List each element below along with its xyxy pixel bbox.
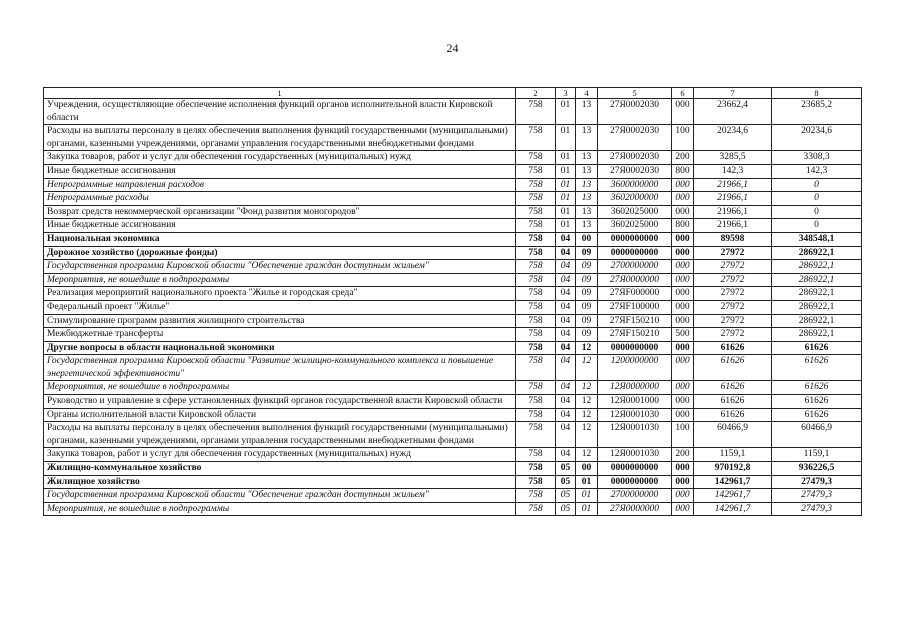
cell-ministry: 758 [516,232,556,246]
cell-target-article: 0000000000 [598,232,672,246]
header-cell-subsection: 4 [576,88,598,99]
cell-expense-type: 000 [672,314,694,328]
table-row [44,205,862,219]
cell-ministry: 758 [516,125,556,151]
cell-expense-type: 000 [672,192,694,206]
cell-subsection: 01 [576,502,598,516]
cell-expense-type: 000 [672,355,694,381]
cell-sum-year-2: 27479,3 [772,502,862,516]
cell-expense-type: 000 [672,99,694,125]
cell-ministry: 758 [516,462,556,476]
cell-name: Реализация мероприятий национального проекта "Жилье и городская среда" [44,287,516,301]
cell-section: 04 [556,314,576,328]
cell-name: Федеральный проект "Жилье" [44,300,516,314]
cell-expense-type: 500 [672,328,694,342]
header-cell-expense-type: 6 [672,88,694,99]
cell-section: 01 [556,125,576,151]
cell-section: 04 [556,381,576,395]
cell-ministry: 758 [516,355,556,381]
cell-sum-year-1: 61626 [694,355,772,381]
cell-sum-year-2: 27479,3 [772,475,862,489]
cell-expense-type: 000 [672,475,694,489]
table-row [44,260,862,274]
table-row [44,475,862,489]
cell-sum-year-1: 142,3 [694,164,772,178]
cell-subsection: 13 [576,125,598,151]
table-row [44,448,862,462]
cell-sum-year-2: 61626 [772,395,862,409]
table-row [44,422,862,448]
cell-subsection: 09 [576,287,598,301]
cell-sum-year-2: 142,3 [772,164,862,178]
cell-name: Мероприятия, не вошедшие в подпрограммы [44,502,516,516]
cell-ministry: 758 [516,422,556,448]
cell-expense-type: 800 [672,164,694,178]
cell-ministry: 758 [516,314,556,328]
cell-section: 04 [556,287,576,301]
cell-target-article: 12Я0001030 [598,448,672,462]
cell-sum-year-1: 21966,1 [694,205,772,219]
cell-subsection: 12 [576,381,598,395]
table-row [44,219,862,233]
cell-target-article: 27Я0000000 [598,273,672,287]
cell-sum-year-2: 1159,1 [772,448,862,462]
cell-section: 04 [556,300,576,314]
cell-target-article: 27Я0002030 [598,125,672,151]
cell-ministry: 758 [516,99,556,125]
cell-target-article: 1200000000 [598,355,672,381]
cell-sum-year-2: 0 [772,205,862,219]
cell-sum-year-1: 27972 [694,246,772,260]
cell-section: 04 [556,260,576,274]
table-row [44,164,862,178]
cell-sum-year-2: 61626 [772,355,862,381]
cell-sum-year-1: 89598 [694,232,772,246]
cell-sum-year-2: 60466,9 [772,422,862,448]
cell-name: Иные бюджетные ассигнования [44,219,516,233]
cell-sum-year-2: 0 [772,219,862,233]
cell-subsection: 12 [576,408,598,422]
cell-subsection: 12 [576,341,598,355]
cell-expense-type: 000 [672,395,694,409]
table-row [44,125,862,151]
table-row [44,381,862,395]
cell-expense-type: 000 [672,246,694,260]
table-row [44,192,862,206]
cell-section: 04 [556,448,576,462]
cell-target-article: 27ЯF150210 [598,328,672,342]
cell-expense-type: 100 [672,125,694,151]
header-cell-section: 3 [556,88,576,99]
header-cell-name: 1 [44,88,516,99]
cell-ministry: 758 [516,328,556,342]
cell-sum-year-2: 3308,3 [772,151,862,165]
cell-sum-year-2: 0 [772,178,862,192]
cell-name: Органы исполнительной власти Кировской области [44,408,516,422]
table-row [44,287,862,301]
cell-section: 04 [556,408,576,422]
cell-expense-type: 000 [672,178,694,192]
cell-target-article: 27Я0000000 [598,502,672,516]
cell-expense-type: 000 [672,489,694,503]
cell-subsection: 13 [576,205,598,219]
cell-subsection: 13 [576,219,598,233]
cell-ministry: 758 [516,381,556,395]
cell-subsection: 09 [576,260,598,274]
cell-subsection: 12 [576,395,598,409]
cell-expense-type: 000 [672,300,694,314]
cell-sum-year-1: 61626 [694,395,772,409]
cell-ministry: 758 [516,205,556,219]
table-row [44,341,862,355]
cell-section: 04 [556,422,576,448]
cell-ministry: 758 [516,192,556,206]
cell-subsection: 13 [576,192,598,206]
cell-section: 05 [556,502,576,516]
cell-ministry: 758 [516,260,556,274]
cell-ministry: 758 [516,219,556,233]
cell-name: Дорожное хозяйство (дорожные фонды) [44,246,516,260]
cell-sum-year-1: 27972 [694,273,772,287]
table-row [44,395,862,409]
table-row [44,355,862,381]
table-row [44,99,862,125]
cell-section: 05 [556,475,576,489]
cell-expense-type: 000 [672,232,694,246]
cell-name: Закупка товаров, работ и услуг для обеспечения государственных (муниципальных) нужд [44,448,516,462]
cell-ministry: 758 [516,502,556,516]
cell-name: Межбюджетные трансферты [44,328,516,342]
cell-section: 05 [556,489,576,503]
cell-sum-year-2: 61626 [772,341,862,355]
cell-sum-year-1: 970192,8 [694,462,772,476]
cell-ministry: 758 [516,246,556,260]
cell-ministry: 758 [516,164,556,178]
cell-name: Государственная программа Кировской области "Развитие жилищно-коммунального комплекса и повышение энергетической эффективности" [44,355,516,381]
cell-sum-year-2: 286922,1 [772,260,862,274]
cell-target-article: 2700000000 [598,489,672,503]
cell-target-article: 12Я0001030 [598,422,672,448]
cell-sum-year-1: 21966,1 [694,219,772,233]
table-row [44,314,862,328]
cell-expense-type: 800 [672,219,694,233]
cell-sum-year-2: 286922,1 [772,328,862,342]
cell-ministry: 758 [516,151,556,165]
cell-expense-type: 000 [672,381,694,395]
cell-sum-year-2: 286922,1 [772,314,862,328]
cell-section: 05 [556,462,576,476]
cell-sum-year-1: 142961,7 [694,502,772,516]
cell-subsection: 13 [576,178,598,192]
cell-target-article: 3602000000 [598,192,672,206]
cell-name: Расходы на выплаты персоналу в целях обеспечения выполнения функций государственными (муниципальными) органами, казенными учреждениями, органами управления государственными внебюджетными фондами [44,422,516,448]
cell-name: Возврат средств некоммерческой организации "Фонд развития моногородов" [44,205,516,219]
cell-subsection: 09 [576,300,598,314]
cell-section: 01 [556,151,576,165]
cell-expense-type: 200 [672,448,694,462]
cell-expense-type: 100 [672,422,694,448]
table-row [44,246,862,260]
cell-section: 04 [556,341,576,355]
table-row [44,232,862,246]
cell-sum-year-2: 23685,2 [772,99,862,125]
cell-sum-year-1: 21966,1 [694,192,772,206]
cell-sum-year-1: 142961,7 [694,489,772,503]
cell-ministry: 758 [516,475,556,489]
cell-expense-type: 200 [672,151,694,165]
cell-sum-year-2: 20234,6 [772,125,862,151]
cell-ministry: 758 [516,273,556,287]
cell-expense-type: 000 [672,341,694,355]
cell-ministry: 758 [516,395,556,409]
cell-expense-type: 000 [672,273,694,287]
cell-subsection: 09 [576,314,598,328]
cell-sum-year-1: 61626 [694,341,772,355]
table-row [44,502,862,516]
cell-name: Жилищное хозяйство [44,475,516,489]
cell-sum-year-2: 936226,5 [772,462,862,476]
cell-sum-year-2: 286922,1 [772,273,862,287]
cell-sum-year-2: 27479,3 [772,489,862,503]
cell-name: Жилищно-коммунальное хозяйство [44,462,516,476]
cell-subsection: 00 [576,462,598,476]
cell-sum-year-1: 61626 [694,381,772,395]
cell-target-article: 0000000000 [598,462,672,476]
cell-sum-year-1: 142961,7 [694,475,772,489]
cell-name: Непрограммные направления расходов [44,178,516,192]
cell-sum-year-1: 3285,5 [694,151,772,165]
cell-name: Национальная экономика [44,232,516,246]
cell-target-article: 3602025000 [598,219,672,233]
cell-sum-year-2: 0 [772,192,862,206]
cell-target-article: 27ЯF100000 [598,300,672,314]
cell-section: 01 [556,219,576,233]
cell-section: 01 [556,164,576,178]
page-number: 24 [446,41,459,55]
cell-target-article: 0000000000 [598,246,672,260]
cell-name: Государственная программа Кировской области "Обеспечение граждан доступным жильем" [44,489,516,503]
cell-expense-type: 000 [672,502,694,516]
cell-sum-year-2: 61626 [772,381,862,395]
table-row [44,273,862,287]
cell-name: Государственная программа Кировской области "Обеспечение граждан доступным жильем" [44,260,516,274]
table-row [44,300,862,314]
cell-subsection: 12 [576,422,598,448]
header-cell-sum-year-2: 8 [772,88,862,99]
budget-table [43,87,862,516]
cell-name: Расходы на выплаты персоналу в целях обеспечения выполнения функций государственными (муниципальными) органами, казенными учреждениями, органами управления государственными внебюджетными фондами [44,125,516,151]
cell-section: 01 [556,205,576,219]
cell-expense-type: 000 [672,287,694,301]
cell-name: Стимулирование программ развития жилищного строительства [44,314,516,328]
cell-subsection: 13 [576,164,598,178]
cell-ministry: 758 [516,408,556,422]
cell-ministry: 758 [516,489,556,503]
cell-sum-year-1: 27972 [694,328,772,342]
cell-ministry: 758 [516,448,556,462]
cell-sum-year-2: 286922,1 [772,300,862,314]
cell-section: 04 [556,328,576,342]
cell-name: Учреждения, осуществляющие обеспечение исполнения функций органов исполнительной власти Кировской области [44,99,516,125]
cell-target-article: 0000000000 [598,341,672,355]
cell-subsection: 09 [576,328,598,342]
cell-target-article: 2700000000 [598,260,672,274]
cell-sum-year-1: 20234,6 [694,125,772,151]
cell-section: 04 [556,273,576,287]
cell-target-article: 12Я0001000 [598,395,672,409]
cell-section: 04 [556,246,576,260]
cell-target-article: 27ЯF150210 [598,314,672,328]
cell-name: Иные бюджетные ассигнования [44,164,516,178]
cell-ministry: 758 [516,300,556,314]
cell-name: Мероприятия, не вошедшие в подпрограммы [44,381,516,395]
cell-target-article: 27Я0002030 [598,99,672,125]
cell-sum-year-1: 60466,9 [694,422,772,448]
cell-target-article: 12Я0000000 [598,381,672,395]
cell-target-article: 0000000000 [598,475,672,489]
cell-sum-year-2: 348548,1 [772,232,862,246]
cell-target-article: 12Я0001030 [598,408,672,422]
cell-section: 01 [556,192,576,206]
cell-subsection: 00 [576,232,598,246]
cell-target-article: 3600000000 [598,178,672,192]
header-cell-target-article: 5 [598,88,672,99]
cell-sum-year-1: 61626 [694,408,772,422]
cell-sum-year-1: 21966,1 [694,178,772,192]
cell-subsection: 01 [576,489,598,503]
cell-name: Другие вопросы в области национальной экономики [44,341,516,355]
cell-sum-year-2: 286922,1 [772,287,862,301]
cell-ministry: 758 [516,178,556,192]
cell-name: Непрограммные расходы [44,192,516,206]
cell-subsection: 13 [576,99,598,125]
cell-ministry: 758 [516,341,556,355]
table-row [44,328,862,342]
cell-sum-year-1: 27972 [694,260,772,274]
cell-name: Мероприятия, не вошедшие в подпрограммы [44,273,516,287]
header-cell-ministry: 2 [516,88,556,99]
cell-expense-type: 000 [672,260,694,274]
cell-subsection: 09 [576,273,598,287]
table-header-row [44,88,862,99]
cell-subsection: 12 [576,355,598,381]
cell-sum-year-1: 23662,4 [694,99,772,125]
cell-sum-year-2: 61626 [772,408,862,422]
cell-target-article: 27ЯF000000 [598,287,672,301]
cell-subsection: 01 [576,475,598,489]
cell-section: 01 [556,178,576,192]
cell-sum-year-1: 27972 [694,300,772,314]
cell-subsection: 13 [576,151,598,165]
cell-expense-type: 000 [672,205,694,219]
cell-ministry: 758 [516,287,556,301]
header-cell-sum-year-1: 7 [694,88,772,99]
cell-subsection: 09 [576,246,598,260]
cell-sum-year-2: 286922,1 [772,246,862,260]
cell-section: 04 [556,355,576,381]
cell-target-article: 27Я0002030 [598,151,672,165]
table-row [44,151,862,165]
cell-section: 04 [556,232,576,246]
cell-target-article: 3602025000 [598,205,672,219]
cell-target-article: 27Я0002030 [598,164,672,178]
cell-name: Закупка товаров, работ и услуг для обеспечения государственных (муниципальных) нужд [44,151,516,165]
cell-section: 04 [556,395,576,409]
cell-sum-year-1: 1159,1 [694,448,772,462]
cell-sum-year-1: 27972 [694,287,772,301]
cell-name: Руководство и управление в сфере установленных функций органов государственной власти Кировской области [44,395,516,409]
cell-sum-year-1: 27972 [694,314,772,328]
table-row [44,462,862,476]
table-row [44,178,862,192]
cell-section: 01 [556,99,576,125]
table-row [44,408,862,422]
cell-expense-type: 000 [672,462,694,476]
cell-subsection: 12 [576,448,598,462]
cell-expense-type: 000 [672,408,694,422]
table-row [44,489,862,503]
